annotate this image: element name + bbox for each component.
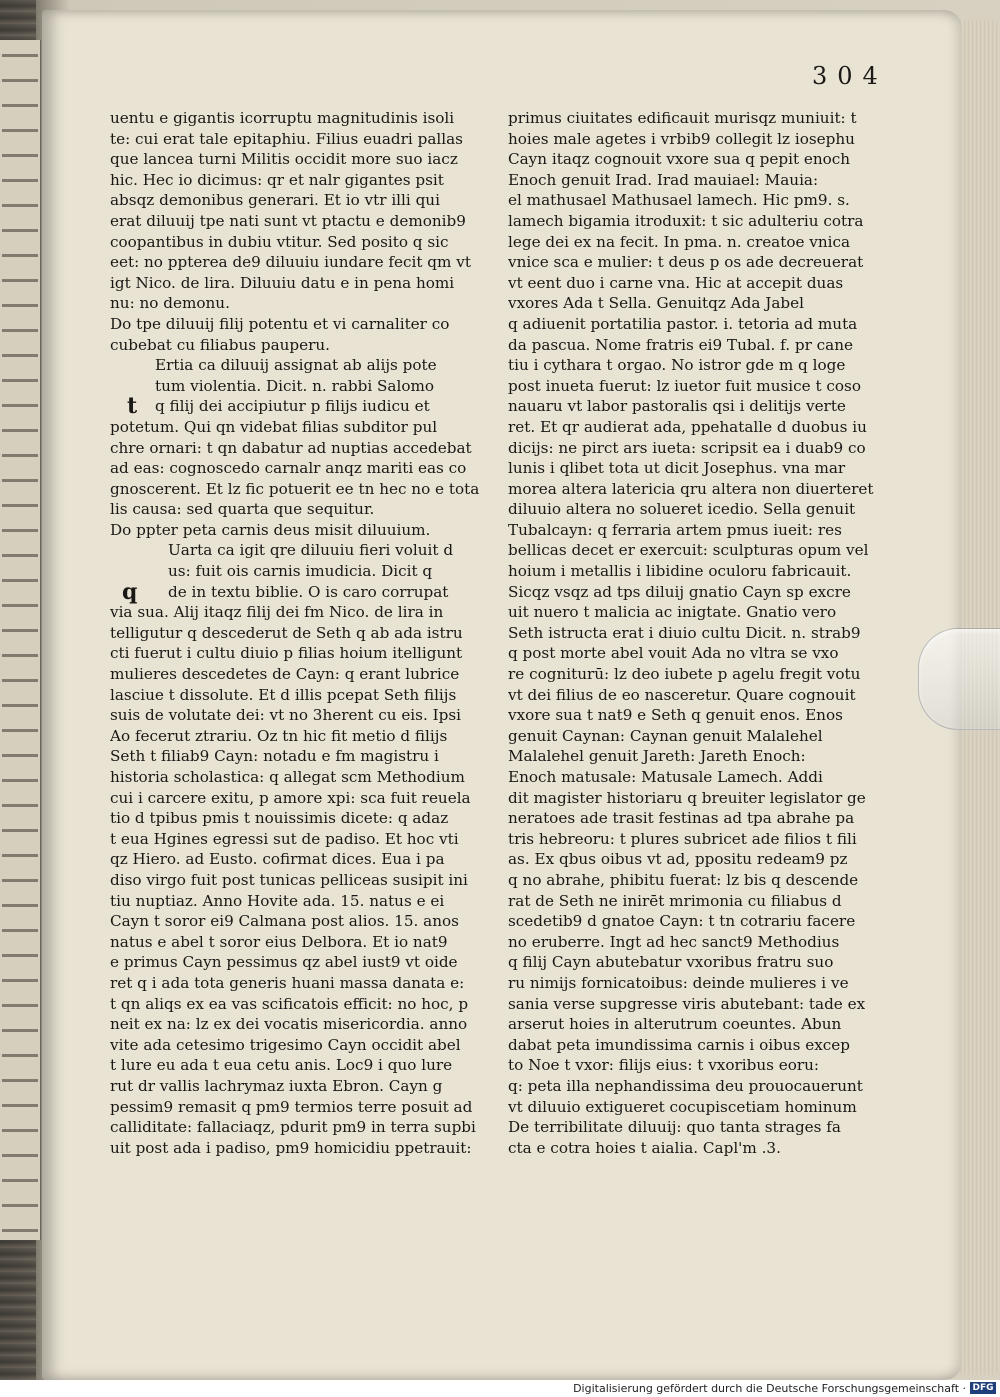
text-line: cui i carcere exitu, p amore xpi: sca fuit reuela — [110, 788, 471, 807]
dfg-logo: DFG — [970, 1382, 996, 1394]
text-line: hoium i metallis i libidine oculoru fabricauit. — [508, 562, 852, 581]
text-line: diluuio altera no solueret icedio. Sella genuit — [508, 500, 856, 519]
text-line: vnice sca e mulier: t deus p os ade decreuerat — [508, 253, 864, 272]
text-line: q: peta illa nephandissima deu prouocauerunt — [508, 1076, 863, 1095]
text-line: Uarta ca igit qre diluuiu fieri voluit d — [168, 541, 454, 560]
text-line: scedetib9 d gnatoe Cayn: t tn cotrariu facere — [508, 912, 856, 931]
text-line: lunis i qlibet tota ut dicit Josephus. vna mar — [508, 459, 846, 478]
text-line: q no abrahe, phibitu fuerat: lz bis q descende — [508, 870, 859, 889]
text-line: re cogniturū: lz deo iubete p agelu fregit votu — [508, 665, 861, 684]
text-line: Enoch matusale: Matusale Lamech. Addi — [508, 768, 823, 786]
text-line: mulieres descedetes de Cayn: q erant lubrice — [110, 665, 460, 684]
text-line: Cayn t soror ei9 Calmana post alios. 15. anos — [110, 912, 459, 931]
text-line: absqz demonibus generari. Et io vtr illi qui — [110, 191, 440, 210]
text-line: diso virgo fuit post tunicas pelliceas susipit ini — [110, 870, 468, 889]
text-line: pessim9 remasit q pm9 termios terre posuit ad — [110, 1097, 473, 1116]
text-line: de in textu biblie. O is caro corrupat — [168, 582, 449, 601]
text-line: t eua Hgines egressi sut de padiso. Et hoc vti — [110, 829, 459, 848]
text-line: uentu e gigantis icorruptu magnitudinis isoli — [110, 109, 455, 127]
text-line: primus ciuitates edificauit murisqz muniuit: t — [508, 109, 857, 127]
text-line: Seth t filiab9 Cayn: notadu e fm magistru i — [110, 747, 439, 766]
text-line: Enoch genuit Irad. Irad mauiael: Mauia: — [508, 170, 819, 189]
text-line: que lancea turni Militis occidit more suo iacz — [110, 150, 458, 169]
text-line: Dо ppter peta carnis deus misit diluuium. — [110, 520, 431, 539]
text-line: q filij Cayn abutebatur vxoribus fratru suo — [508, 953, 834, 972]
text-line: as. Ex qbus oibus vt ad, ppositu redeam9 pz — [508, 850, 848, 869]
text-line: tio d tpibus pmis t nouissimis dicete: q adaz — [110, 809, 449, 828]
text-line: nauaru vt labor pastoralis qsi i delitijs verte — [508, 397, 846, 416]
text-line: via sua. Alij itaqz filij dei fm Nico. de lira in — [110, 603, 444, 622]
text-line: lasciue t dissolute. Et d illis pcepat Seth filijs — [110, 685, 457, 704]
text-line: arserut hoies in alterutrum coeuntes. Abun — [508, 1015, 842, 1034]
right-text-column — [508, 108, 888, 1158]
text-line: rat de Seth ne inirēt mrimonia cu filiabus d — [508, 891, 842, 910]
text-line: hic. Hec io dicimus: qr et nalr gigantes psit — [110, 170, 444, 189]
marginal-initial-q: q — [122, 579, 138, 605]
text-line: uit nuero t malicia ac inigtate. Gnatio vero — [508, 603, 837, 622]
text-line: gnoscerent. Et lz fic potuerit ee tn hec no e tota — [110, 479, 480, 498]
text-line: historia scholastica: q allegat scm Methodium — [110, 768, 465, 786]
text-line: te: cui erat tale epitaphiu. Filius euadri pallas — [110, 129, 463, 148]
text-line: cubebat cu filiabus pauperu. — [110, 335, 330, 354]
page-clip — [918, 628, 1000, 730]
text-line: suis de volutate dei: vt no 3herent cu eis. Ipsi — [110, 706, 461, 725]
text-line: t lure eu ada t eua cetu anis. Loc9 i quo lure — [110, 1056, 453, 1075]
text-line: lamech bigamia itroduxit: t sic adulteriu cotra — [508, 211, 864, 230]
text-line: hoies male agetes i vrbib9 collegit lz iosephu — [508, 129, 855, 148]
text-line: Tubalcayn: q ferraria artem pmus iueit: res — [508, 520, 842, 539]
facing-page-edge — [0, 40, 41, 1240]
text-line: post inueta fuerut: lz iuetor fuit musice t coso — [508, 376, 861, 395]
text-line: rut dr vallis lachrymaz iuxta Ebron. Cayn g — [110, 1076, 443, 1095]
text-line: ru nimijs fornicatoibus: deinde mulieres i ve — [508, 973, 849, 992]
text-line: tris hebreoru: t plures subricet ade filios t fili — [508, 829, 857, 848]
text-line: dicijs: ne pirct ars iueta: scripsit ea i duab9 co — [508, 438, 866, 457]
text-line: vxore sua t nat9 e Seth q genuit enos. Enos — [508, 706, 843, 725]
text-line: coopantibus in dubiu vtitur. Sed posito q sic — [110, 232, 449, 251]
text-line: chre ornari: t qn dabatur ad nuptias accedebat — [110, 438, 472, 457]
text-line: igt Nico. de lira. Diluuiu datu e in pena homi — [110, 273, 455, 292]
text-line: dabat peta imundissima carnis i oibus excep — [508, 1035, 850, 1054]
text-line: De terribilitate diluuij: quo tanta strages fa — [508, 1118, 841, 1137]
text-line: vxores Ada t Sella. Genuitqz Ada Jabel — [508, 294, 804, 313]
text-line: vt eent duo i carne vna. Hic at accepit duas — [508, 273, 844, 292]
text-line: tiu i cythara t orgao. No istror gde m q loge — [508, 356, 846, 375]
text-line: us: fuit ois carnis imudicia. Dicit q — [168, 562, 433, 581]
folio-number: 304 — [812, 62, 888, 90]
text-line: Seth istructa erat i diuio cultu Dicit. n. strab9 — [508, 623, 861, 642]
text-line: to Noe t vxor: filijs eius: t vxoribus eoru: — [508, 1056, 820, 1075]
text-line: q post morte abel vouit Ada no vltra se vxo — [508, 644, 839, 663]
text-line: e primus Cayn pessimus qz abel iust9 vt oide — [110, 953, 458, 972]
text-line: cti fuerut i cultu diuio p filias hoium itelligunt — [110, 644, 463, 663]
text-line: potetum. Qui qn videbat filias subditor pul — [110, 417, 438, 436]
text-line: morea altera latericia qru altera non diuerteret — [508, 479, 874, 498]
text-line: vt diluuio extigueret cocupiscetiam hominum — [508, 1097, 857, 1116]
text-line: cta e cotra hoies t aialia. Capl'm .3. — [508, 1138, 781, 1157]
text-line: calliditate: fallaciaqz, pdurit pm9 in terra supbi — [110, 1118, 476, 1137]
text-line: q adiuenit portatilia pastor. i. tetoria ad muta — [508, 314, 858, 333]
text-line: q filij dei accipiutur p filijs iudicu et — [155, 397, 430, 416]
text-line: uit post ada i padiso, pm9 homicidiu ppetrauit: — [110, 1138, 472, 1157]
footer-credit: Digitalisierung gefördert durch die Deutsche Forschungsgemeinschaft · — [573, 1382, 966, 1395]
facing-page-text-bleed — [2, 40, 38, 1240]
text-line: tum violentia. Dicit. n. rabbi Salomo — [155, 376, 435, 395]
text-line: sania verse supgresse viris abutebant: tade ex — [508, 994, 866, 1013]
text-line: dit magister historiaru q breuiter legislator ge — [508, 788, 866, 807]
text-line: Dо tpe diluuij filij potentu et vi carnaliter co — [110, 314, 450, 333]
text-line: Cayn itaqz cognouit vxore sua q pepit enoch — [508, 150, 851, 169]
text-line: erat diluuij tpe nati sunt vt ptactu e demonib9 — [110, 211, 466, 230]
text-line: telligutur q descederut de Seth q ab ada istru — [110, 623, 463, 642]
text-line: bellicas decet er exercuit: sculpturas opum vel — [508, 541, 869, 560]
text-line: neit ex na: lz ex dei vocatis misericordia. anno — [110, 1015, 468, 1034]
text-line: neratoes ade trasit festinas ad tpa abrahe pa — [508, 809, 855, 828]
text-line: Ao fecerut ztrariu. Oz tn hic fit metio d filijs — [110, 726, 448, 745]
text-line: vite ada cetesimo trigesimo Cayn occidit abel — [110, 1035, 461, 1054]
text-line: natus e abel t soror eius Delbora. Et io nat9 — [110, 932, 448, 951]
text-line: ad eas: cognoscedo carnalr anqz mariti eas co — [110, 459, 467, 478]
text-line: ret. Et qr audierat ada, ppehatalle d duobus iu — [508, 417, 867, 436]
text-line: tiu nuptiaz. Anno Hovite ada. 15. natus e ei — [110, 891, 445, 910]
text-line: genuit Caynan: Caynan genuit Malalehel — [508, 726, 823, 745]
text-line: qz Hiero. ad Eusto. cofirmat dices. Eua i pa — [110, 850, 445, 869]
text-line: lege dei ex na fecit. In pma. n. creatoe vnica — [508, 232, 851, 251]
text-line: eet: no ppterea de9 diluuiu iundare fecit qm vt — [110, 253, 471, 272]
text-line: nu: no demonu. — [110, 294, 230, 313]
marginal-initial-t: t — [127, 393, 138, 419]
text-line: Malalehel genuit Jareth: Jareth Enoch: — [508, 747, 806, 766]
text-line: no eruberre. Ingt ad hec sanct9 Methodius — [508, 932, 840, 951]
text-line: Ertia ca diluuij assignat ab alijs pote — [155, 356, 437, 375]
text-line: ret q i ada tota generis huani massa danata e: — [110, 973, 465, 992]
text-line: el mathusael Mathusael lamech. Hic pm9. s. — [508, 191, 850, 210]
left-text-column — [110, 108, 490, 1158]
text-line: lis causa: sed quarta que sequitur. — [110, 500, 375, 519]
text-line: da pascua. Nome fratris ei9 Tubal. f. pr cane — [508, 335, 854, 354]
text-line: vt dei filius de eo nasceretur. Quare cognouit — [508, 685, 856, 704]
text-line: t qn aliqs ex ea vas scificatois efficit: no hoc, p — [110, 994, 469, 1013]
text-line: Sicqz vsqz ad tps diluij gnatio Cayn sp excre — [508, 582, 851, 601]
